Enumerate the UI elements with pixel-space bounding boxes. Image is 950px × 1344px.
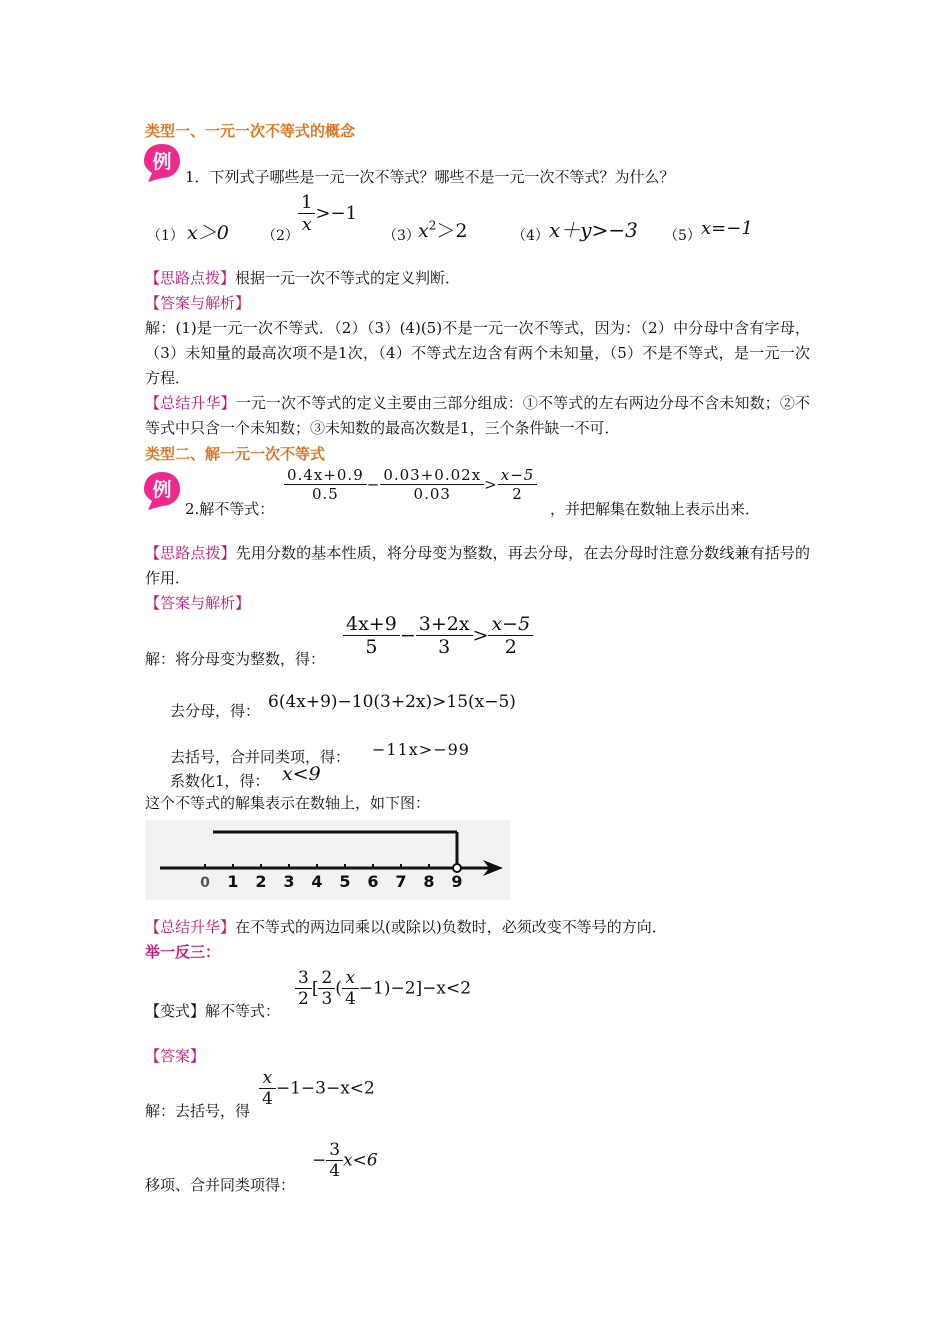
example-badge-label: 例 [152,479,172,501]
step2-expr: 6(4x+9)−10(3+2x)>15(x−5) [268,692,516,712]
sol1-den: 4 [262,1089,273,1109]
expr-1: x＞0 [187,222,229,244]
step4-text: 系数化1，得： [170,772,270,790]
sol2-den: 4 [329,1161,341,1181]
q-frac1-num: 0.4x+0.9 [284,466,367,485]
expr-3 [418,216,467,243]
v-frac-a-den: 2 [298,989,309,1009]
item-label-1: （1） [147,228,184,244]
number-line-tick-label: 6 [367,872,379,891]
expr-3-rest: ＞2 [436,220,468,242]
item-label-2: （2） [262,228,299,244]
summary-label: 【总结升华】 [145,394,236,412]
section-heading-type2: 类型二、解一元一次不等式 [145,445,326,463]
s1-gt: > [472,624,489,647]
question-2-suffix: ，并把解集在数轴上表示出来． [550,500,761,518]
question-1: 1．下列式子哪些是一元一次不等式？哪些不是一元一次不等式？为什么？ [185,168,675,186]
practice-heading: 举一反三： [145,943,221,961]
number-line-minor-tick [164,867,167,870]
s1-frac2-num: 3+2x [416,613,473,636]
example-badge-icon [142,142,182,182]
number-line-figure [145,820,510,900]
sol2-tail: x<6 [343,1150,378,1171]
sol2-neg: − [312,1150,327,1171]
step4-expr: x<9 [282,763,321,785]
sol2-expr [312,1140,378,1181]
number-line-tick-label: 8 [423,872,435,891]
expr-2-numerator: 1 [298,192,315,214]
v-frac-b-den: 3 [321,989,333,1009]
summary-label: 【总结升华】 [145,918,236,936]
expr-2-denominator: x [301,214,312,235]
hint-label: 【思路点拨】 [145,269,236,287]
q-frac2-num: 0.03+0.02x [380,466,484,485]
sol2-text: 移项、合并同类项得： [145,1176,296,1194]
number-line-tick-label: 9 [451,872,463,891]
step3-text: 去括号，合并同类项，得： [170,748,351,766]
expr-5: x=−1 [701,218,753,239]
number-line-minor-tick [179,867,182,870]
q-gt: > [484,475,498,494]
expr-2 [298,192,357,235]
expr-3-exponent: 2 [428,218,437,233]
variant-line [145,1000,280,1021]
summary-2 [145,915,810,940]
question-2-expr [284,466,537,503]
step1-text: 解：将分母变为整数，得： [145,650,326,668]
v-frac-c-den: 4 [344,989,356,1009]
example-badge-icon [142,470,182,510]
number-line-tick-label: 0 [200,875,210,891]
s1-frac3-num: x−5 [488,613,533,636]
variant-label: 【变式】 [145,1002,206,1020]
number-line-tick-label: 3 [283,872,295,891]
q-frac1-den: 0.5 [311,485,339,503]
number-line-tick-label: 4 [311,872,323,891]
variant-text: 解不等式： [205,1002,281,1020]
sol1-text: 解：去括号，得 [145,1102,251,1120]
hint-2 [145,541,810,591]
variant-expr: $\frac{3}{2}$ [ $\frac{2}{3}$ ( $\frac{x}{4}$ −1)−2]−x<2 [295,968,471,1009]
numberline-caption: 这个不等式的解集表示在数轴上，如下图： [145,794,431,812]
s1-frac3-den: 2 [504,636,517,658]
hint-label: 【思路点拨】 [145,544,236,562]
number-line-tick-label: 5 [339,872,351,891]
number-line-tick-label: 2 [255,872,267,891]
sol1-num: x [259,1068,276,1089]
s1-minus: − [399,624,416,647]
answer-label-1: 【答案与解析】 [145,294,251,312]
hint-text: 根据一元一次不等式的定义判断． [235,269,461,287]
hint-text: 先用分数的基本性质，将分母变为整数，再去分母，在去分母时注意分数线兼有括号的作用． [145,544,810,587]
expr-3-base: x [418,220,429,242]
question-2-prefix: 2.解不等式： [185,500,275,518]
hint-1 [145,266,810,291]
example-badge-label: 例 [152,151,172,173]
s1-frac1-num: 4x+9 [343,613,400,636]
step3-expr: −11x>−99 [372,740,470,759]
expr-2-rest: >−1 [315,203,358,224]
number-line-tick-label: 1 [227,872,239,891]
sol2-num: 3 [326,1140,343,1161]
summary-text: 一元一次不等式的定义主要由三部分组成：①不等式的左右两边分母不含未知数；②不等式中只含一个未知数；③未知数的最高次数是1，三个条件缺一不可． [145,394,810,437]
s1-frac2-den: 3 [438,636,451,658]
expr-4: x＋y>−3 [549,218,638,242]
q-frac3-den: 2 [512,485,523,503]
v-frac-b-num: 2 [318,968,335,989]
q-frac2-den: 0.03 [413,485,451,503]
number-line-tick-label: 7 [395,872,407,891]
answer-text-1: 解：(1)是一元一次不等式．（2）（3）(4)(5)不是一元一次不等式，因为：（2）中分母中含有字母，（3）未知量的最高次项不是1次，（4）不等式左边含有两个未知量，（5）不是不等式，是一元一次方程． [145,319,810,387]
open-circle-marker [453,864,461,872]
s1-frac1-den: 5 [365,636,378,658]
v-frac-a-num: 3 [295,968,312,989]
v-tail: −1)−2]−x<2 [358,978,472,999]
v-frac-c-num: x [342,968,359,989]
step2-text: 去分母，得： [170,702,261,720]
summary-text: 在不等式的两边同乘以(或除以)负数时，必须改变不等号的方向． [235,918,667,936]
item-label-5: （5） [664,228,701,244]
answer-label-3: 【答案】 [145,1047,206,1065]
q-minus: − [366,475,381,494]
sol1-expr [259,1068,375,1109]
answer-label-2: 【答案与解析】 [145,594,251,612]
section-heading-type1: 类型一、一元一次不等式的概念 [145,122,356,140]
item-label-3: （3） [383,228,420,244]
q-frac3-num: x−5 [498,466,538,485]
sol1-tail: −1−3−x<2 [275,1078,375,1099]
summary-1 [145,391,810,441]
step1-expr [343,613,533,658]
item-label-4: （4） [512,228,549,244]
